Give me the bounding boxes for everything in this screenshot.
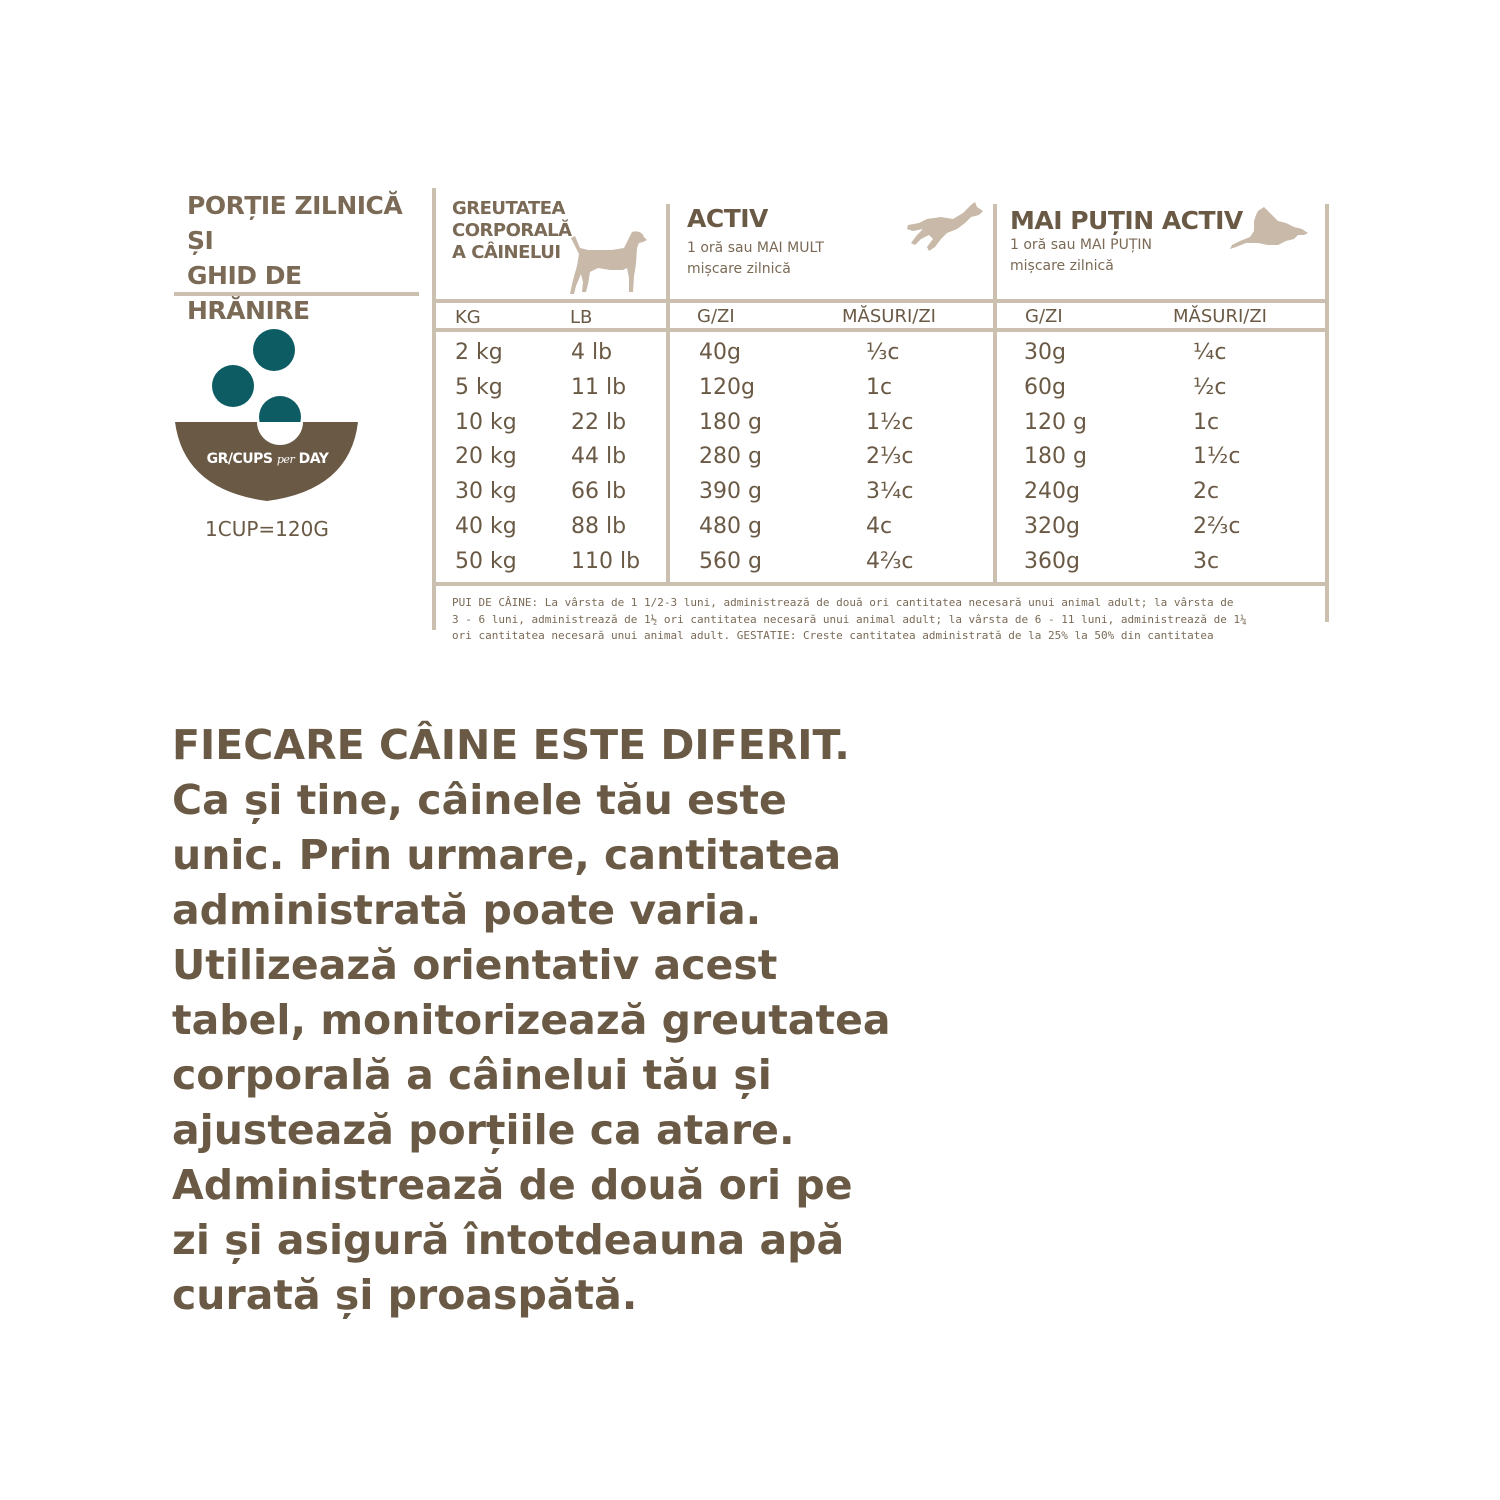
dog-standing-icon	[568, 228, 650, 296]
active-measures-cell: 4c	[866, 514, 893, 539]
footnote-line1: PUI DE CÂINE: La vârsta de 1 1/2-3 luni, administrează de două ori cantitatea necesară unui animal adult; la vârsta de	[452, 596, 1234, 609]
less-active-grams-cell: 120 g	[1024, 409, 1087, 435]
weight-header-line3: A CÂINELUI	[452, 242, 561, 263]
weight-kg-cell: 2 kg	[455, 340, 503, 365]
less-active-grams-cell: 320g	[1024, 514, 1080, 539]
title-underline	[174, 292, 419, 296]
less-active-measures-cell: ¼c	[1193, 340, 1227, 365]
footnote-line2: 3 - 6 luni, administrează de 1½ ori cantitatea necesară unui animal adult; la vârsta de 6 - 11 luni, administrează de 1¼	[452, 612, 1247, 626]
less-active-subtitle-line2: mișcare zilnică	[1010, 258, 1114, 274]
weight-lb-cell: 44 lb	[571, 444, 627, 470]
weight-lb-cell: 88 lb	[571, 514, 627, 539]
dog-jumping-icon	[905, 201, 985, 253]
col-head-less-measures: MĂSURI/ZI	[1173, 306, 1267, 327]
dog-lying-icon	[1228, 207, 1310, 251]
less-active-grams-cell: 180 g	[1024, 444, 1087, 470]
active-measures-cell: 1½c	[866, 409, 914, 435]
weight-kg-cell: 50 kg	[455, 548, 517, 574]
bowl-label-gr-cups: GR/CUPS	[206, 451, 273, 467]
less-active-measures-cell: 1½c	[1193, 444, 1241, 470]
weight-header-line1: GREUTATEA	[452, 198, 565, 219]
col-head-less-g: G/ZI	[1025, 306, 1063, 327]
weight-lb-cell: 11 lb	[571, 374, 627, 400]
col-head-active-g: G/ZI	[697, 306, 735, 327]
less-active-measures-cell: 2c	[1193, 479, 1220, 505]
paragraph-line: Administrează de două ori pe	[172, 1161, 853, 1209]
less-active-grams-cell: 360g	[1024, 548, 1080, 574]
table-divider-active	[993, 204, 997, 584]
active-grams-cell: 40g	[699, 340, 741, 365]
active-subtitle-line2: mișcare zilnică	[687, 261, 791, 277]
body-rule-bottom	[432, 582, 1329, 586]
active-measures-cell: 2⅓c	[866, 444, 914, 470]
less-active-subtitle	[1010, 235, 1152, 277]
paragraph-line: Utilizează orientativ acest	[172, 941, 778, 989]
weight-lb-cell: 66 lb	[571, 479, 627, 505]
header-rule-top	[432, 299, 1329, 303]
weight-kg-cell: 20 kg	[455, 444, 517, 470]
table-divider-weight	[666, 204, 670, 584]
bowl-label-per: per	[276, 453, 295, 466]
less-active-title: MAI PUȚIN ACTIV	[1010, 206, 1243, 235]
active-grams-cell: 390 g	[699, 479, 762, 505]
paragraph-line: Ca și tine, câinele tău este	[172, 776, 787, 824]
col-head-active-measures: MĂSURI/ZI	[842, 306, 936, 327]
table-right-border	[1325, 204, 1329, 622]
less-active-grams-cell: 60g	[1024, 374, 1066, 400]
paragraph-line: ajustează porțiile ca atare.	[172, 1106, 795, 1154]
guide-title	[187, 188, 427, 328]
active-subtitle-line1: 1 oră sau MAI MULT	[687, 240, 824, 256]
paragraph-line: unic. Prin urmare, cantitatea	[172, 831, 842, 879]
food-bowl-icon	[170, 325, 365, 505]
weight-lb-cell: 110 lb	[571, 548, 641, 574]
less-active-measures-cell: 3c	[1193, 548, 1220, 574]
weight-kg-cell: 40 kg	[455, 514, 517, 539]
active-grams-cell: 180 g	[699, 409, 762, 435]
paragraph-line: curată și proaspătă.	[172, 1271, 638, 1319]
weight-kg-cell: 30 kg	[455, 479, 517, 505]
bowl-label	[170, 451, 365, 467]
less-active-measures-cell: 2⅔c	[1193, 514, 1241, 539]
weight-lb-cell: 22 lb	[571, 409, 627, 435]
less-active-grams-cell: 240g	[1024, 479, 1080, 505]
active-grams-cell: 120g	[699, 374, 755, 400]
active-title: ACTIV	[687, 204, 768, 233]
paragraph-line: tabel, monitorizează greutatea	[172, 996, 891, 1044]
active-measures-cell: ⅓c	[866, 340, 900, 365]
active-measures-cell: 3¼c	[866, 479, 914, 505]
weight-header-line2: CORPORALĂ	[452, 220, 572, 241]
weight-kg-cell: 10 kg	[455, 409, 517, 435]
paragraph-line: zi și asigură întotdeauna apă	[172, 1216, 845, 1264]
weight-kg-cell: 5 kg	[455, 374, 503, 400]
guide-title-line2: GHID DE HRĂNIRE	[187, 261, 310, 325]
active-measures-cell: 4⅔c	[866, 548, 914, 574]
less-active-measures-cell: ½c	[1193, 374, 1227, 400]
less-active-subtitle-line1: 1 oră sau MAI PUȚIN	[1010, 237, 1152, 253]
less-active-measures-cell: 1c	[1193, 409, 1220, 435]
active-grams-cell: 560 g	[699, 548, 762, 574]
header-rule-bottom	[432, 328, 1329, 332]
col-head-kg: KG	[455, 307, 481, 328]
paragraph-line: corporală a câinelui tău și	[172, 1051, 772, 1099]
puppy-footnote	[452, 595, 1322, 645]
active-measures-cell: 1c	[866, 374, 893, 400]
weight-header	[452, 198, 572, 264]
bowl-label-day: DAY	[298, 451, 329, 467]
weight-lb-cell: 4 lb	[571, 340, 613, 365]
footnote-line3: ori cantitatea necesară unui animal adult. GESTATIE: Creste cantitatea administrată de la 25% la 50% din cantitatea	[452, 629, 1214, 642]
active-grams-cell: 480 g	[699, 514, 762, 539]
less-active-grams-cell: 30g	[1024, 340, 1066, 365]
active-subtitle	[687, 238, 824, 280]
cup-note: 1CUP=120G	[205, 517, 329, 541]
col-head-lb: LB	[570, 307, 593, 328]
active-grams-cell: 280 g	[699, 444, 762, 470]
paragraph-line: administrată poate varia.	[172, 886, 762, 934]
paragraph-line: FIECARE CÂINE ESTE DIFERIT.	[172, 721, 850, 769]
table-left-border	[432, 188, 436, 630]
guide-title-line1: PORȚIE ZILNICĂ ȘI	[187, 191, 403, 255]
info-paragraph	[172, 718, 1372, 1323]
